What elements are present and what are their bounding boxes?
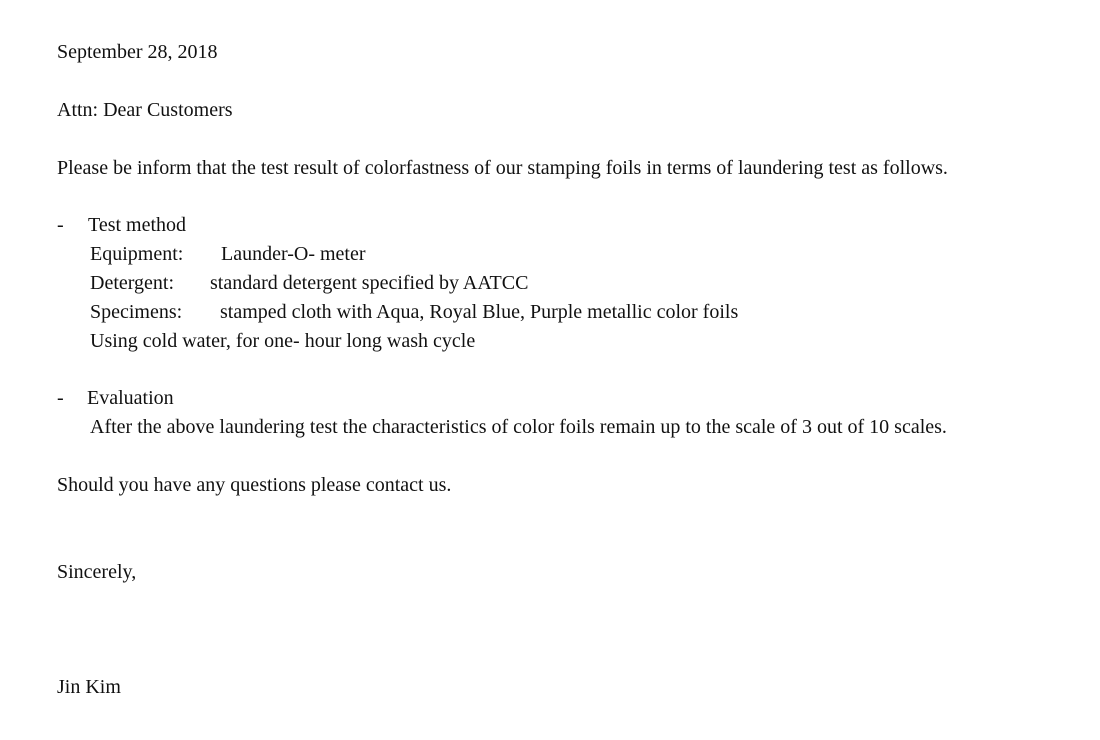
intro-paragraph: Please be inform that the test result of colorfastness of our stamping foils in terms of laundering test as follows.: [57, 157, 948, 179]
evaluation-result: After the above laundering test the characteristics of color foils remain up to the scale of 3 out of 10 scales.: [90, 416, 947, 438]
letter-date: September 28, 2018: [57, 41, 218, 63]
detergent-value: standard detergent specified by AATCC: [210, 272, 529, 294]
equipment-value: Launder-O- meter: [221, 243, 366, 265]
evaluation-heading: Evaluation: [87, 387, 174, 409]
closing-line: Sincerely,: [57, 561, 137, 583]
wash-conditions: Using cold water, for one- hour long wash cycle: [90, 330, 476, 352]
signatory-name: Jin Kim: [57, 676, 121, 698]
contact-line: Should you have any questions please contact us.: [57, 474, 452, 496]
specimens-label: Specimens:: [90, 301, 183, 323]
test-method-heading: Test method: [88, 214, 187, 236]
test-method-bullet: -: [57, 214, 64, 236]
evaluation-bullet: -: [57, 387, 64, 409]
detergent-label: Detergent:: [90, 272, 175, 294]
equipment-label: Equipment:: [90, 243, 184, 265]
specimens-value: stamped cloth with Aqua, Royal Blue, Purple metallic color foils: [220, 301, 739, 323]
attention-line: Attn: Dear Customers: [57, 99, 233, 121]
